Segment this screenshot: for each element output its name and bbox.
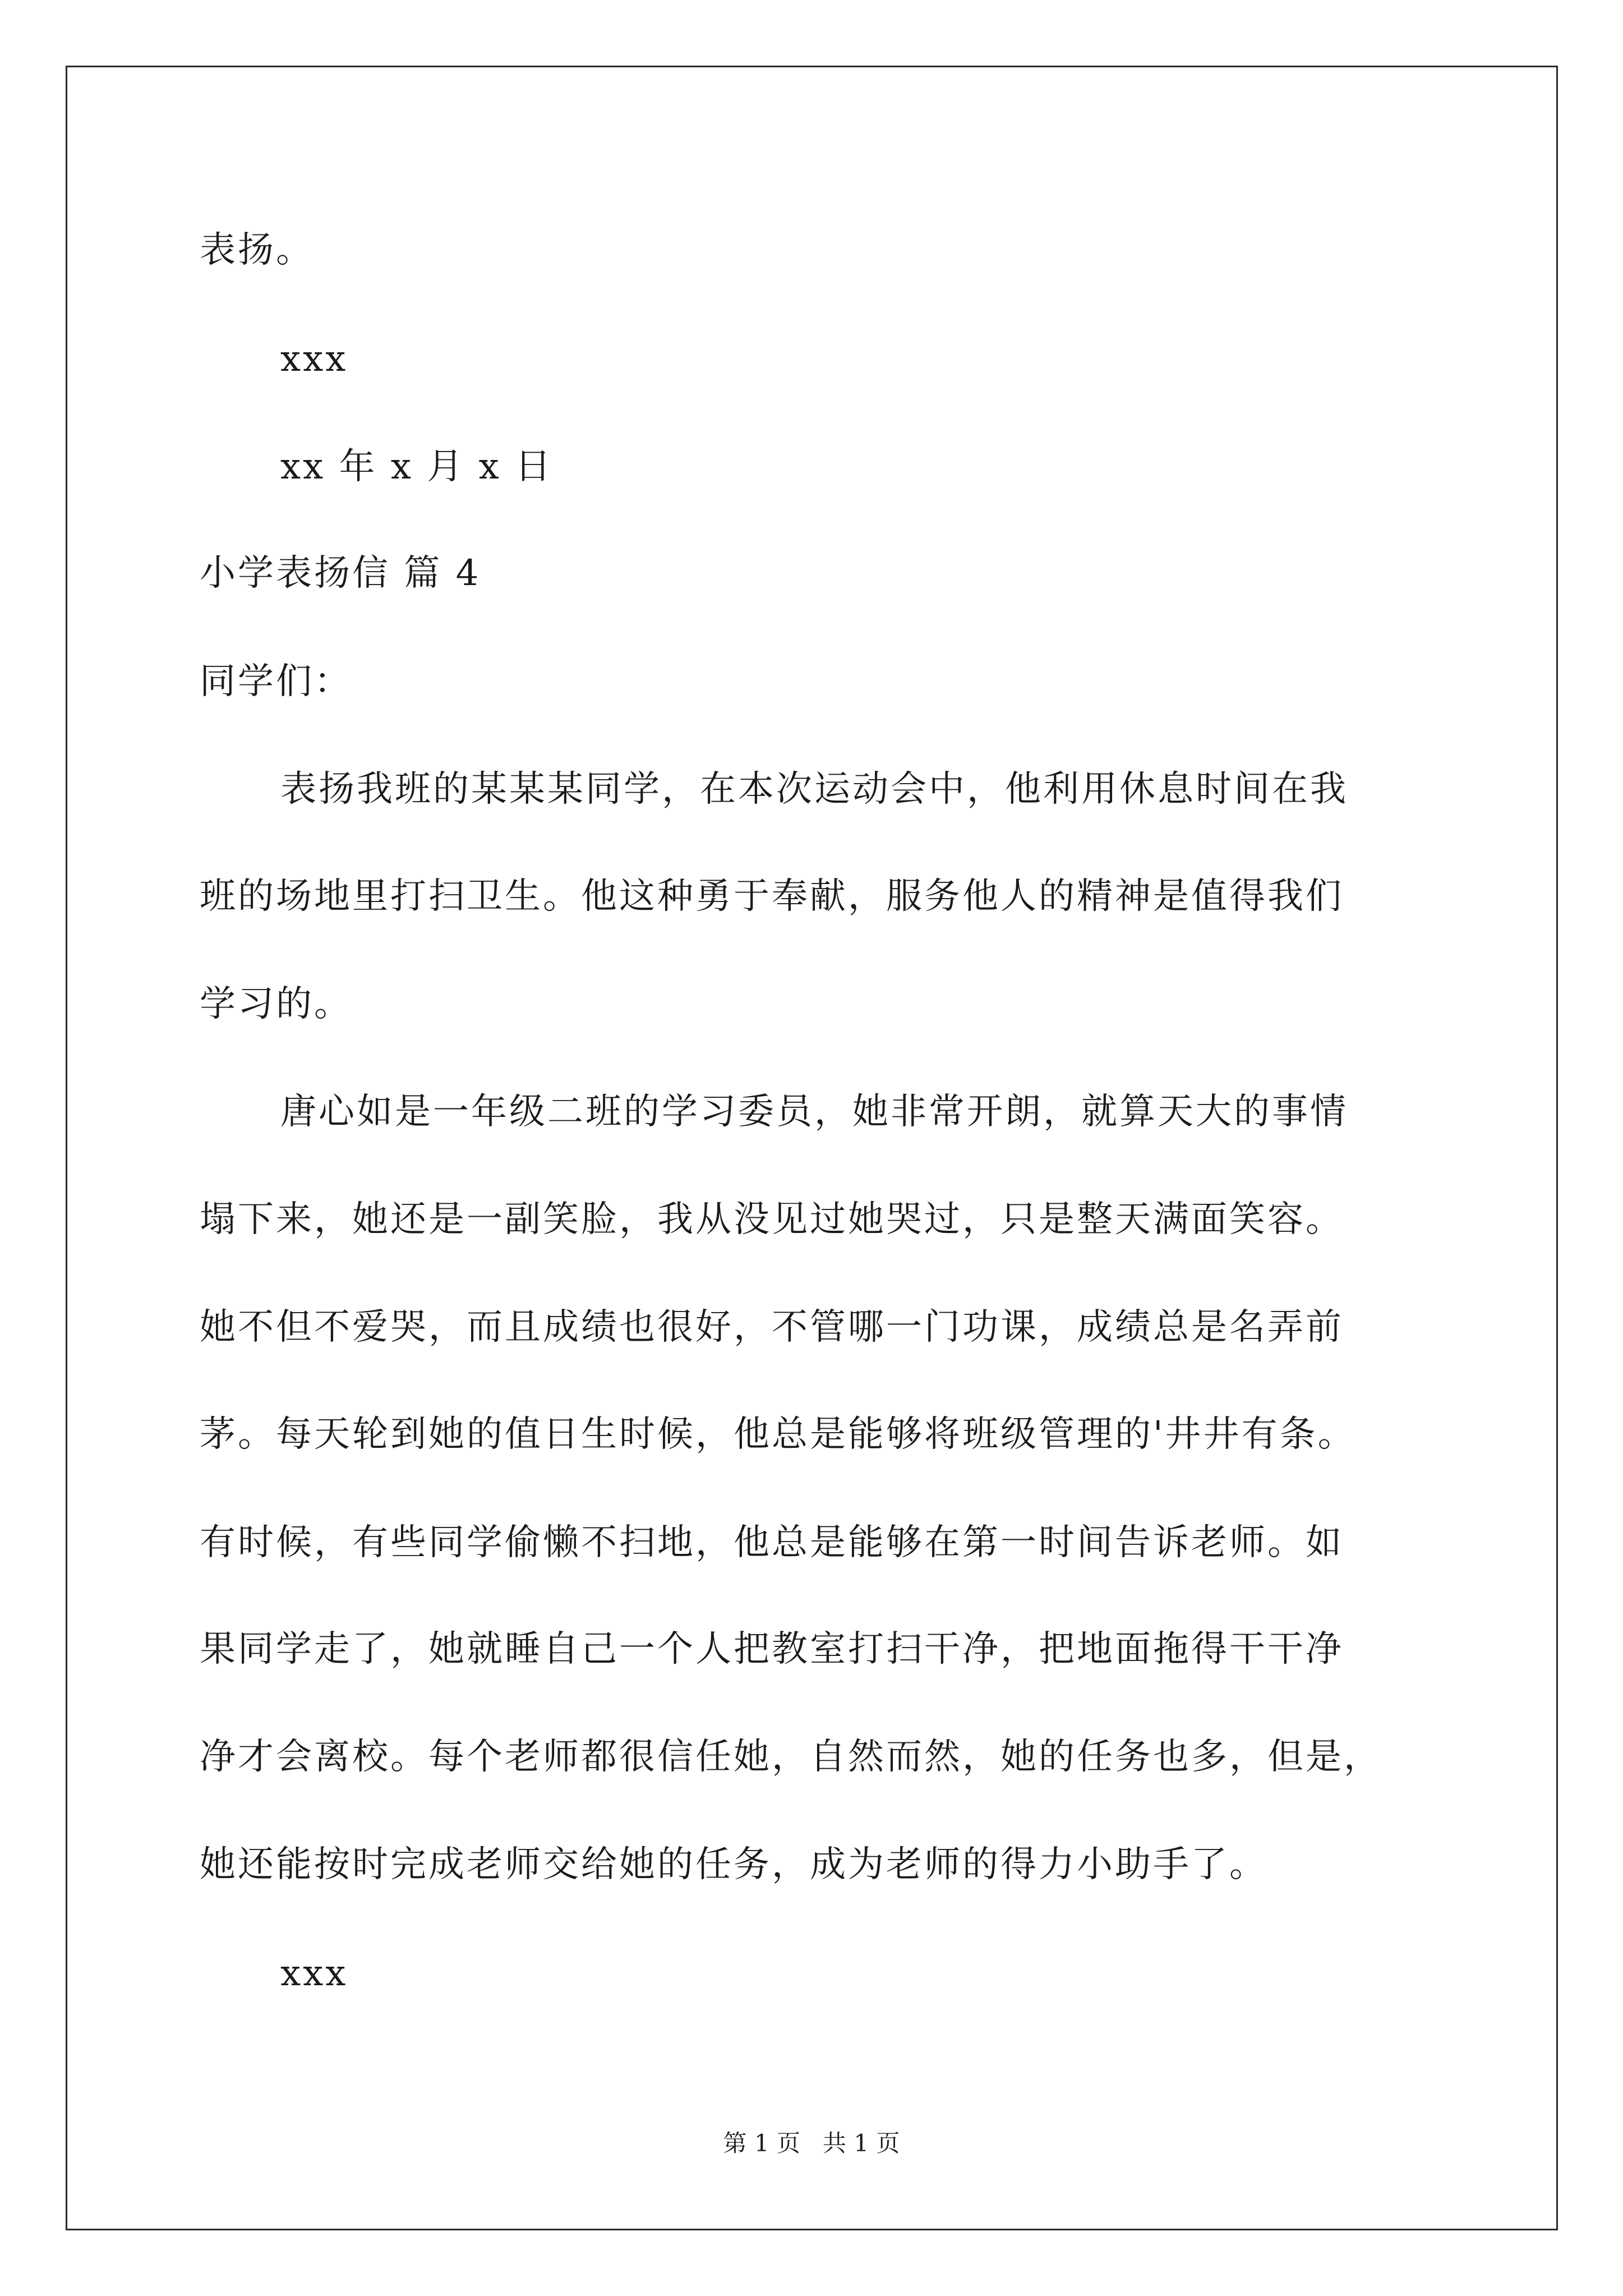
paragraph-1-line-2: 班的场地里打扫卫生。他这种勇于奉献，服务他人的精神是值得我们 xyxy=(200,876,1344,917)
page-border xyxy=(66,66,1558,2230)
paragraph-2-line-5: 有时候，有些同学偷懒不扫地，他总是能够在第一时间告诉老师。如 xyxy=(200,1522,1344,1563)
paragraph-1-line-1: 表扬我班的某某某同学，在本次运动会中，他利用休息时间在我 xyxy=(280,769,1348,810)
page-footer: 第 1 页 共 1 页 xyxy=(723,2129,900,2157)
paragraph-2-line-6: 果同学走了，她就睡自己一个人把教室打扫干净，把地面拖得干干净 xyxy=(200,1628,1344,1670)
paragraph-1-line-3: 学习的。 xyxy=(200,983,352,1025)
paragraph-2-line-2: 塌下来，她还是一副笑脸，我从没见过她哭过，只是整天满面笑容。 xyxy=(200,1199,1344,1240)
signature-line-2: xxx xyxy=(280,1953,348,1994)
text-line-closing-praise: 表扬。 xyxy=(200,229,314,271)
paragraph-2-line-1: 唐心如是一年级二班的学习委员，她非常开朗，就算天大的事情 xyxy=(280,1091,1348,1133)
section-heading: 小学表扬信 篇 4 xyxy=(200,553,481,594)
paragraph-2-line-3: 她不但不爱哭，而且成绩也很好，不管哪一门功课，成绩总是名弄前 xyxy=(200,1306,1344,1348)
paragraph-2-line-4: 茅。每天轮到她的值日生时候，他总是能够将班级管理的'井井有条。 xyxy=(200,1414,1356,1455)
paragraph-2-line-7: 净才会离校。每个老师都很信任她，自然而然，她的任务也多，但是， xyxy=(200,1736,1382,1778)
date-line: xx 年 x 月 x 日 xyxy=(280,446,554,487)
salutation: 同学们： xyxy=(200,661,352,702)
paragraph-2-line-8: 她还能按时完成老师交给她的任务，成为老师的得力小助手了。 xyxy=(200,1844,1267,1885)
signature-line: xxx xyxy=(280,338,348,380)
